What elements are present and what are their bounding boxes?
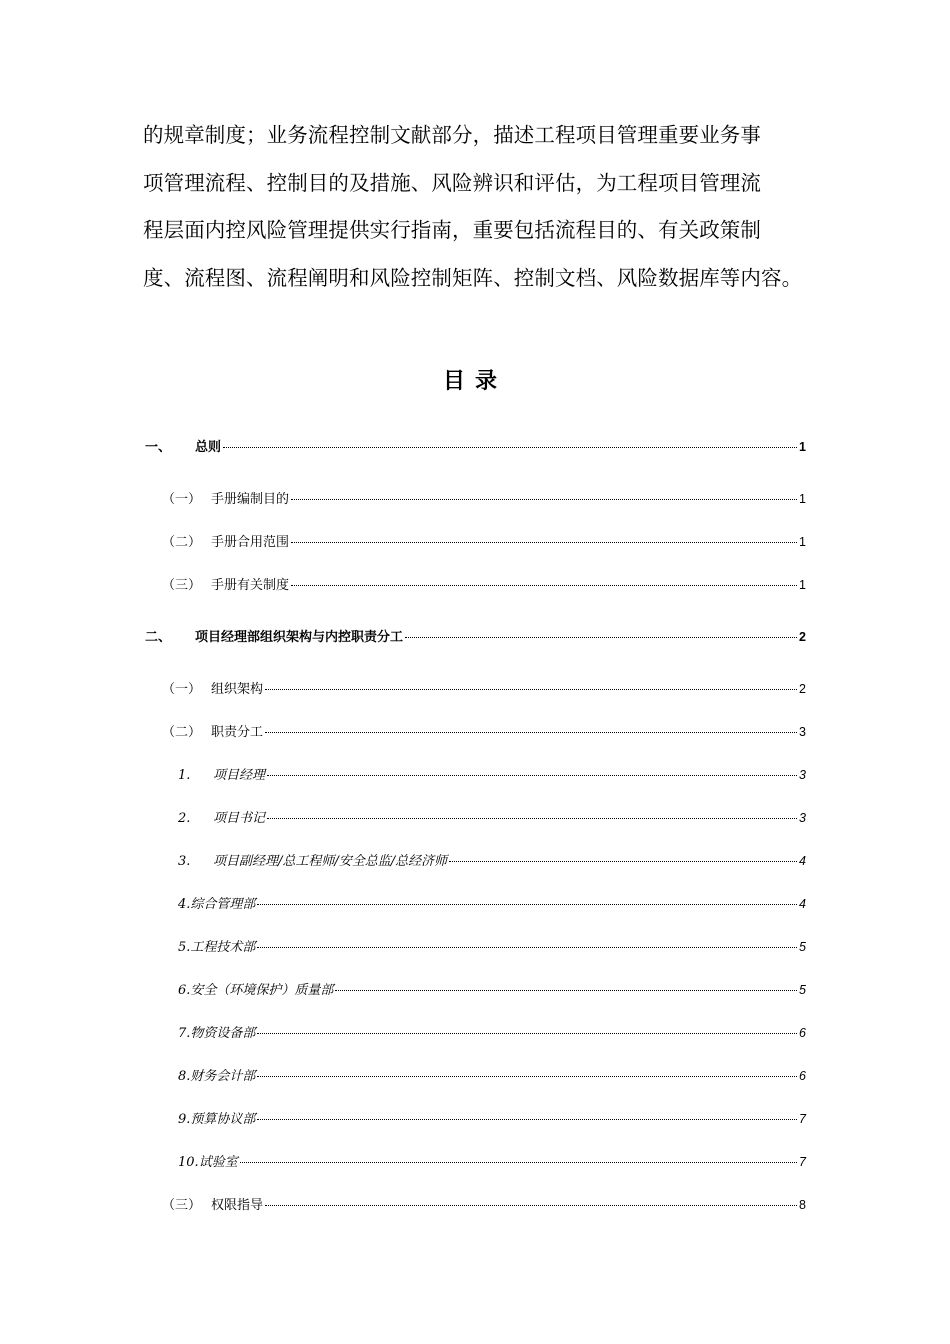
toc-leader-dots — [335, 990, 797, 991]
toc-leader-dots — [267, 775, 797, 776]
toc-entry-page: 1 — [799, 492, 806, 506]
toc-entry-number: 2. — [178, 811, 191, 826]
toc-entry-number: 3. — [178, 854, 191, 869]
toc-entry-page: 8 — [799, 1198, 806, 1212]
toc-entry[interactable] — [178, 1108, 806, 1128]
toc-entry-label: 手册合用范围 — [211, 535, 290, 550]
toc-entry-label: 总则 — [195, 440, 222, 455]
toc-leader-dots — [405, 637, 797, 638]
toc-entry-label: 项目副经理/总工程师/安全总监/总经济师 — [213, 854, 448, 869]
toc-entry[interactable] — [162, 678, 806, 698]
toc-entry-label: 手册编制目的 — [211, 492, 290, 507]
toc-entry[interactable] — [178, 1151, 806, 1171]
toc-entry[interactable] — [178, 1065, 806, 1085]
toc-entry-label: 项目经理 — [213, 768, 266, 783]
toc-leader-dots — [291, 499, 797, 500]
toc-leader-dots — [257, 947, 797, 948]
toc-entry[interactable] — [178, 764, 806, 784]
toc-entry-page: 4 — [799, 854, 806, 868]
intro-line: 程层面内控风险管理提供实行指南，重要包括流程目的、有关政策制 — [143, 218, 761, 242]
toc-entry-number: 4. — [178, 897, 191, 912]
toc-entry-number: 1. — [178, 768, 191, 783]
toc-entry[interactable] — [162, 1194, 806, 1214]
toc-leader-dots — [223, 447, 797, 448]
toc-entry-label: 工程技术部 — [190, 940, 256, 955]
toc-entry-page: 2 — [799, 682, 806, 696]
toc-entry-number: （一） — [162, 682, 202, 697]
toc-entry-number: （三） — [162, 1198, 202, 1213]
toc-entry-page: 4 — [799, 897, 806, 911]
toc-entry[interactable] — [145, 626, 806, 646]
toc-entry-page: 3 — [799, 811, 806, 825]
toc-entry[interactable] — [178, 807, 806, 827]
toc-entry[interactable] — [162, 488, 806, 508]
toc-leader-dots — [265, 1205, 797, 1206]
toc-entry-page: 1 — [799, 440, 806, 454]
toc-entry-number: （二） — [162, 535, 202, 550]
toc-entry-page: 5 — [799, 983, 806, 997]
toc-leader-dots — [257, 1033, 797, 1034]
toc-entry-page: 7 — [799, 1112, 806, 1126]
toc-entry-label: 预算协议部 — [190, 1112, 256, 1127]
intro-line: 度、流程图、流程阐明和风险控制矩阵、控制文档、风险数据库等内容。 — [143, 265, 803, 290]
toc-entry-number: （一） — [162, 492, 202, 507]
intro-line: 的规章制度；业务流程控制文献部分，描述工程项目管理重要业务事 — [143, 123, 761, 147]
toc-entry-label: 财务会计部 — [190, 1069, 256, 1084]
toc-entry-label: 物资设备部 — [190, 1026, 256, 1041]
toc-entry-page: 1 — [799, 535, 806, 549]
toc-entry[interactable] — [162, 721, 806, 741]
toc-entry[interactable] — [145, 436, 806, 456]
toc-leader-dots — [257, 904, 797, 905]
toc-entry[interactable] — [162, 531, 806, 551]
toc-leader-dots — [257, 1076, 797, 1077]
toc-entry-label: 组织架构 — [211, 682, 264, 697]
toc-entry[interactable] — [178, 893, 806, 913]
toc-leader-dots — [267, 818, 797, 819]
toc-entry[interactable] — [178, 850, 806, 870]
toc-entry-label: 项目经理部组织架构与内控职责分工 — [195, 630, 404, 645]
toc-entry-number: （三） — [162, 578, 202, 593]
toc-entry-number: 一、 — [145, 440, 172, 455]
toc-entry[interactable] — [162, 574, 806, 594]
toc-entry-page: 3 — [799, 725, 806, 739]
toc-entry-number: 7. — [178, 1026, 191, 1041]
toc-entry-number: 5. — [178, 940, 191, 955]
toc-entry-label: 手册有关制度 — [211, 578, 290, 593]
toc-leader-dots — [265, 689, 797, 690]
toc-entry-page: 6 — [799, 1026, 806, 1040]
toc-entry-page: 6 — [799, 1069, 806, 1083]
toc-entry-number: 10. — [178, 1155, 199, 1170]
intro-paragraph — [143, 112, 823, 302]
toc-entry[interactable] — [178, 979, 806, 999]
toc-entry-label: 项目书记 — [213, 811, 266, 826]
toc-leader-dots — [257, 1119, 797, 1120]
toc-entry-page: 3 — [799, 768, 806, 782]
toc-title: 目录 — [442, 369, 507, 394]
toc-entry-label: 权限指导 — [211, 1198, 264, 1213]
toc-leader-dots — [291, 585, 797, 586]
toc-entry-number: 9. — [178, 1112, 191, 1127]
toc-entry-number: 6. — [178, 983, 191, 998]
intro-line: 项管理流程、控制目的及措施、风险辨识和评估，为工程项目管理流 — [143, 170, 761, 195]
toc-entry-page: 5 — [799, 940, 806, 954]
toc-entry-page: 1 — [799, 578, 806, 592]
toc-entry-label: 安全（环境保护）质量部 — [190, 983, 334, 998]
toc-leader-dots — [240, 1162, 797, 1163]
toc-entry-number: （二） — [162, 725, 202, 740]
toc-leader-dots — [265, 732, 797, 733]
toc-entry-label: 综合管理部 — [190, 897, 256, 912]
toc-entry[interactable] — [178, 1022, 806, 1042]
toc-entry[interactable] — [178, 936, 806, 956]
toc-entry-number: 二、 — [145, 630, 172, 645]
toc-leader-dots — [449, 861, 797, 862]
toc-entry-number: 8. — [178, 1069, 191, 1084]
toc-entry-page: 2 — [799, 630, 806, 644]
toc-entry-label: 职责分工 — [211, 725, 264, 740]
toc-leader-dots — [291, 542, 797, 543]
toc-entry-page: 7 — [799, 1155, 806, 1169]
toc-entry-label: 试验室 — [198, 1155, 238, 1170]
